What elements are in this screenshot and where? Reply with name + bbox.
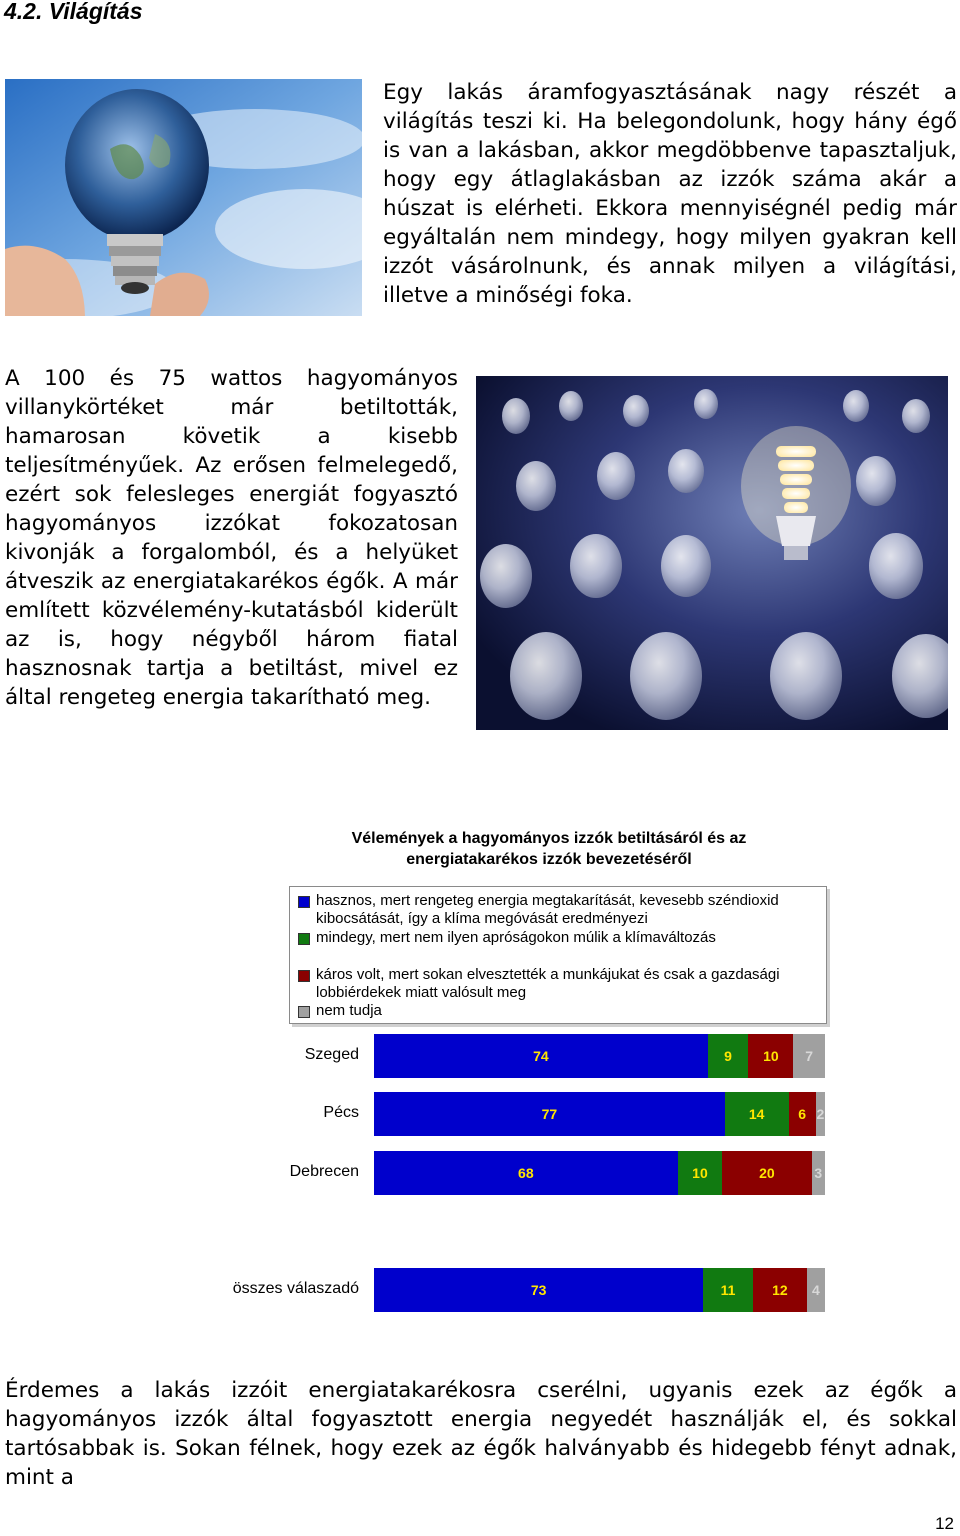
bar-segment [374, 1034, 708, 1078]
category-label: összes válaszadó [232, 1280, 359, 1297]
legend-label-harmful: káros volt, mert sokan elvesztették a munkájukat és csak a gazdasági lobbiérdekek miatt valósult meg [316, 966, 780, 1001]
category-label: Pécs [323, 1104, 359, 1121]
bar-segment [678, 1151, 723, 1195]
chart-legend [289, 886, 827, 1024]
bar-segment [722, 1151, 811, 1195]
bar-segment [748, 1034, 793, 1078]
category-label: Debrecen [289, 1163, 359, 1180]
data-label: 10 [692, 1165, 708, 1181]
closing-paragraph: Érdemes a lakás izzóit energiatakarékosra cserélni, ugyanis ezek az égők a hagyományos izzók által fogyasztott energia negyedét használják el, és sokkal tartósabbak is. Sokan félnek, hogy ezek az égők halványabb és hidegebb fényt adnak, mint a [5, 1378, 957, 1490]
legend-label-indifferent: mindegy, mert nem ilyen apróságokon múlik a klímaváltozás [316, 929, 716, 946]
bar-segment [374, 1151, 678, 1195]
legend-swatch-useful [298, 896, 310, 908]
legend-swatch-dont-know [298, 1006, 310, 1018]
bar-row [374, 1268, 825, 1312]
section-heading: 4.2. Világítás [4, 0, 143, 24]
data-label: 3 [814, 1165, 823, 1181]
ban-paragraph: A 100 és 75 wattos hagyományos villanykörtéket már betiltották, hamarosan követik a kisebb teljesítményűek. Az erősen felmelegedő, ezért sok felesleges energiát fogyasztó hagyományos izzókat fokozatosan kivonják a forgalomból, és a helyüket átveszik az energiatakarékos égők. A már említett közvélemény-kutatásból kiderült az is, hogy négyből három fiatal hasznosnak tartja a betiltást, mivel ez által rengeteg energia takarítható meg. [5, 366, 458, 710]
bar-segment [703, 1268, 753, 1312]
data-label: 4 [812, 1282, 820, 1298]
bar-segment [374, 1092, 725, 1136]
legend-item-indifferent [316, 929, 816, 947]
data-label: 6 [798, 1106, 807, 1122]
bar-segment [793, 1034, 825, 1078]
data-label: 68 [518, 1165, 534, 1181]
bar-segment [789, 1092, 816, 1136]
category-label: Szeged [304, 1046, 359, 1063]
legend-label-useful: hasznos, mert rengeteg energia megtakarítását, kevesebb széndioxid kibocsátását, így a klíma megóvását eredményezi [316, 892, 779, 927]
data-label: 9 [724, 1048, 732, 1064]
bar-row [374, 1151, 825, 1195]
data-label: 12 [772, 1282, 788, 1298]
data-label: 14 [748, 1106, 765, 1122]
bar-segment [753, 1268, 807, 1312]
bar-segment [374, 1268, 703, 1312]
data-label: 20 [759, 1165, 775, 1181]
bar-segment [816, 1092, 825, 1136]
bar-row [374, 1034, 825, 1078]
data-label: 7 [805, 1048, 814, 1064]
data-label: 73 [530, 1282, 547, 1298]
legend-swatch-harmful [298, 970, 310, 982]
legend-swatch-indifferent [298, 933, 310, 945]
bar-row [374, 1092, 825, 1136]
legend-label-dont-know: nem tudja [316, 1002, 382, 1019]
globe-lightbulb-photo [5, 79, 362, 316]
bar-segment [708, 1034, 749, 1078]
legend-item-dont-know [316, 1002, 816, 1020]
energy-saving-bulb-photo [476, 376, 948, 730]
data-label: 11 [720, 1282, 736, 1298]
legend-item-useful [316, 892, 816, 928]
chart-title: Vélemények a hagyományos izzók betiltásáról és az energiatakarékos izzók bevezetéséről [351, 830, 747, 868]
bar-segment [812, 1151, 825, 1195]
bar-segment [807, 1268, 825, 1312]
data-label: 10 [763, 1048, 779, 1064]
legend-item-harmful [316, 966, 816, 1002]
data-label: 74 [533, 1048, 549, 1064]
bar-segment [725, 1092, 789, 1136]
intro-paragraph: Egy lakás áramfogyasztásának nagy részét a világítás teszi ki. Ha belegondolunk, hogy hány égő is van a lakásban, akkor megdöbbenve tapasztaljuk, hogy egy átlaglakásban az izzók száma akár a húszat is elérheti. Ekkora mennyiségnél pedig már egyáltalán nem mindegy, hogy milyen gyakran kell izzót vásárolnunk, és annak milyen a világítási, illetve a minőségi foka. [383, 80, 957, 308]
data-label: 2 [816, 1106, 825, 1122]
data-label: 77 [541, 1106, 558, 1122]
page-number: 12 [935, 1514, 954, 1533]
